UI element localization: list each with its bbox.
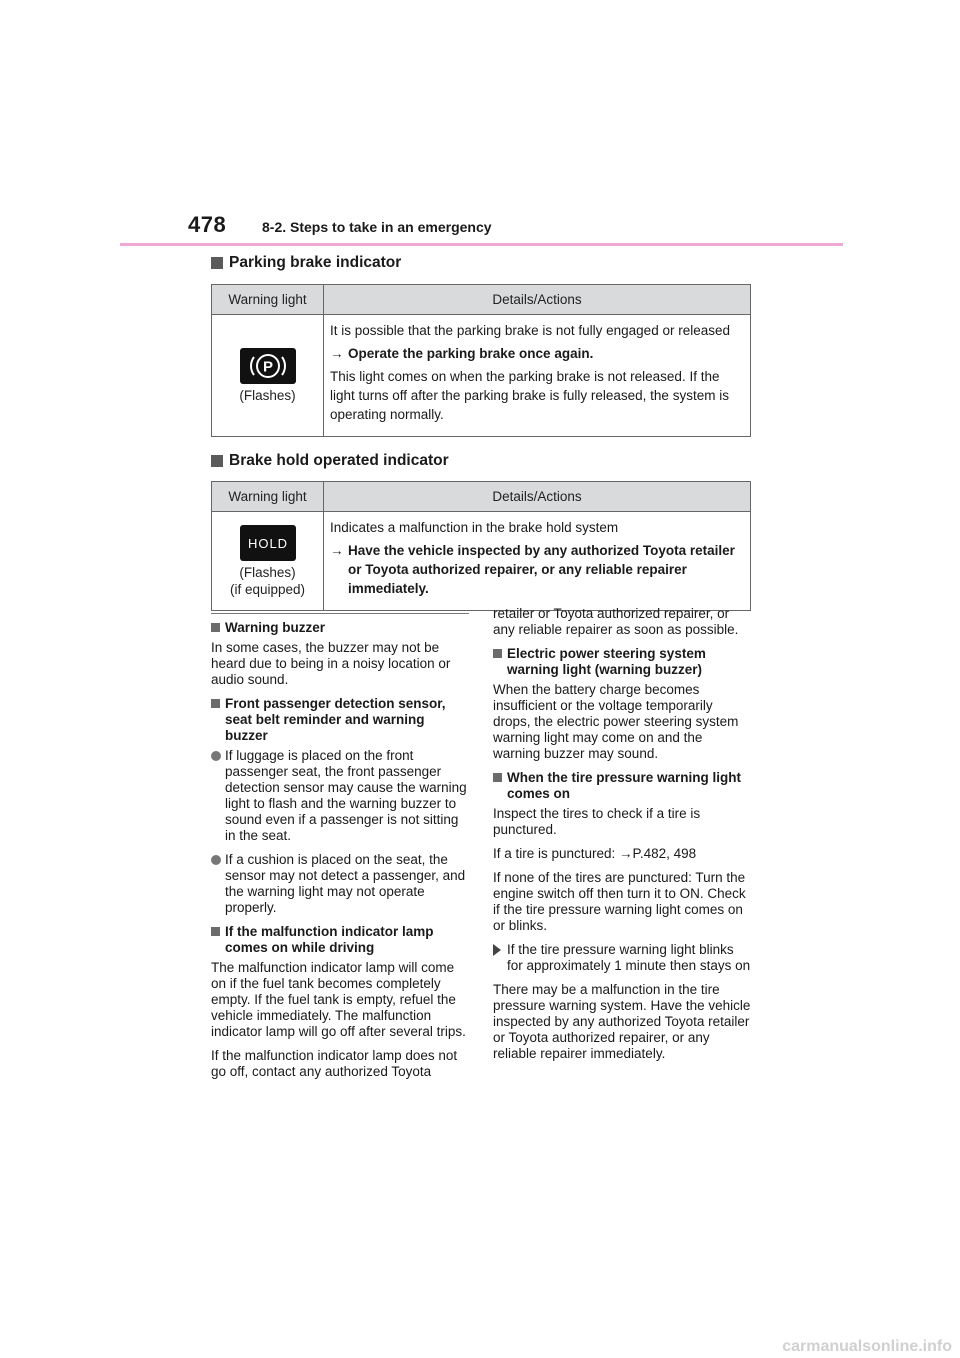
list-item xyxy=(493,942,751,974)
icon-letter: P xyxy=(262,358,273,375)
detail-text: This light comes on when the parking brake is not released. If the light turns off after the parking brake is fully released, the system is operating normally. xyxy=(330,369,729,422)
list-item xyxy=(211,852,469,916)
paragraph: In some cases, the buzzer may not be heard due to being in a noisy location or audio sound. xyxy=(211,640,451,687)
hold-icon xyxy=(240,525,296,561)
paragraph: The malfunction indicator lamp will come on if the fuel tank becomes completely empty. If the fuel tank is empty, refuel the vehicle immediately. The malfunction indicator lamp will go off after several trips. xyxy=(211,960,466,1039)
detail-text: Indicates a malfunction in the brake hold system xyxy=(330,520,619,535)
watermark: carmanualsonline.info xyxy=(782,1338,952,1355)
heading-text: Front passenger detection sensor, seat belt reminder and warning buzzer xyxy=(225,696,446,743)
heading-text: Warning buzzer xyxy=(225,620,325,635)
arrow-icon: → xyxy=(330,543,344,558)
square-bullet-icon xyxy=(211,699,220,708)
icon-caption: (Flashes) xyxy=(239,564,296,580)
column-divider xyxy=(211,613,469,614)
list-item-text: If a cushion is placed on the seat, the sensor may not detect a passenger, and the warning light may not operate properly. xyxy=(225,852,466,915)
heading-text: Brake hold operated indicator xyxy=(229,452,449,469)
detail-text: It is possible that the parking brake is not fully engaged or released xyxy=(330,323,730,338)
square-bullet-icon xyxy=(493,773,502,782)
paragraph: If a tire is punctured: →P.482, 498 xyxy=(493,846,697,861)
warning-light-cell xyxy=(212,315,324,437)
square-bullet-icon xyxy=(493,649,502,658)
heading-text: Electric power steering system warning light (warning buzzer) xyxy=(507,646,706,677)
left-column xyxy=(211,620,469,1088)
right-column xyxy=(493,606,751,1070)
round-bullet-icon xyxy=(211,751,221,761)
warning-light-cell xyxy=(212,512,324,611)
subsection-heading xyxy=(493,770,751,802)
details-cell xyxy=(324,512,751,611)
square-bullet-icon xyxy=(211,927,220,936)
action-line xyxy=(330,344,744,363)
heading-text: When the tire pressure warning light comes on xyxy=(507,770,742,801)
page-number: 478 xyxy=(188,212,227,237)
square-bullet-icon xyxy=(211,257,223,269)
subsection-heading xyxy=(211,620,469,636)
paragraph: When the battery charge becomes insufficient or the voltage temporarily drops, the electric power steering system warning light may come on and the warning buzzer may sound. xyxy=(493,682,739,761)
triangle-bullet-icon xyxy=(493,944,501,956)
parking-brake-heading xyxy=(211,254,401,272)
paragraph: If none of the tires are punctured: Turn the engine switch off then turn it to ON. Check if the tire pressure warning light comes on or blinks. xyxy=(493,870,746,933)
icon-caption: (if equipped) xyxy=(229,581,306,597)
list-item xyxy=(211,748,469,844)
subsection-heading xyxy=(211,696,469,744)
section-title: 8-2. Steps to take in an emergency xyxy=(262,219,492,235)
subsection-heading xyxy=(493,646,751,678)
action-line xyxy=(330,541,744,598)
heading-text: If the malfunction indicator lamp comes on while driving xyxy=(225,924,434,955)
action-text: Have the vehicle inspected by any authorized Toyota retailer or Toyota authorized repairer, or any reliable repairer immediately. xyxy=(348,543,735,596)
brake-hold-table xyxy=(211,481,751,611)
brake-hold-heading xyxy=(211,452,449,470)
parking-brake-icon xyxy=(240,348,296,384)
paragraph: Inspect the tires to check if a tire is punctured. xyxy=(493,806,701,837)
col-header-warning: Warning light xyxy=(212,285,324,315)
page-header xyxy=(0,0,960,250)
parking-brake-table xyxy=(211,284,751,437)
square-bullet-icon xyxy=(211,455,223,467)
col-header-warning: Warning light xyxy=(212,482,324,512)
col-header-details: Details/Actions xyxy=(324,285,751,315)
paragraph: retailer or Toyota authorized repairer, or any reliable repairer as soon as possible. xyxy=(493,606,739,637)
square-bullet-icon xyxy=(211,623,220,632)
subsection-heading xyxy=(211,924,469,956)
icon-caption: (Flashes) xyxy=(239,387,296,403)
details-cell xyxy=(324,315,751,437)
action-text: Operate the parking brake once again. xyxy=(348,346,594,361)
list-item-text: If the tire pressure warning light blinks for approximately 1 minute then stays on xyxy=(507,942,751,973)
paragraph: There may be a malfunction in the tire pressure warning system. Have the vehicle inspected by any authorized Toyota retailer or Toyota authorized repairer, or any reliable repairer immediately. xyxy=(493,982,751,1061)
list-item-text: If luggage is placed on the front passenger seat, the front passenger detection sensor may cause the warning light to flash and the warning buzzer to sound even if a passenger is not sitting in the seat. xyxy=(225,748,467,843)
icon-text: HOLD xyxy=(247,535,288,551)
paragraph: If the malfunction indicator lamp does not go off, contact any authorized Toyota xyxy=(211,1048,458,1079)
col-header-details: Details/Actions xyxy=(324,482,751,512)
arrow-icon: → xyxy=(330,346,344,361)
heading-text: Parking brake indicator xyxy=(229,254,402,271)
header-divider xyxy=(120,243,843,246)
round-bullet-icon xyxy=(211,855,221,865)
